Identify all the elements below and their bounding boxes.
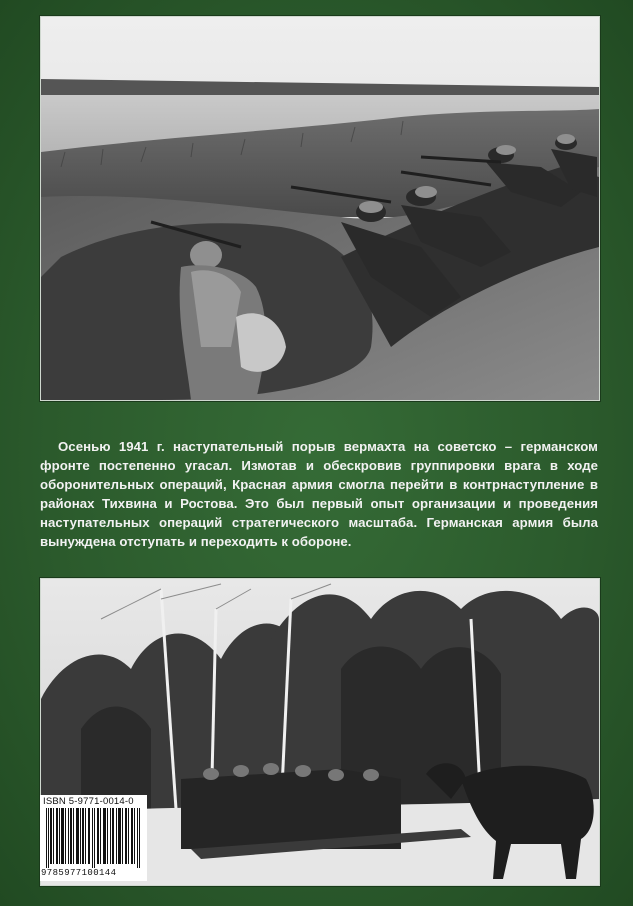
photo-soldiers-in-trench (40, 16, 600, 401)
barcode-digits: 9785977100144 (41, 868, 117, 878)
back-cover-caption: Осенью 1941 г. наступательный порыв вермахта на советско – германском фронте постепенно угасал. Измотав и обескровив группировки врага в ходе оборонительных операций, Красная армия смогла перейти в контрнаступление в районах Тихвина и Ростова. Это был первый опыт организации и проведения наступательных операций стратегического масштаба. Германская армия была вынуждена отступать и переходить к обороне. (40, 439, 598, 550)
barcode (46, 808, 142, 868)
isbn-number: ISBN 5-9771-0014-0 (43, 796, 134, 807)
barcode-label (40, 795, 147, 881)
